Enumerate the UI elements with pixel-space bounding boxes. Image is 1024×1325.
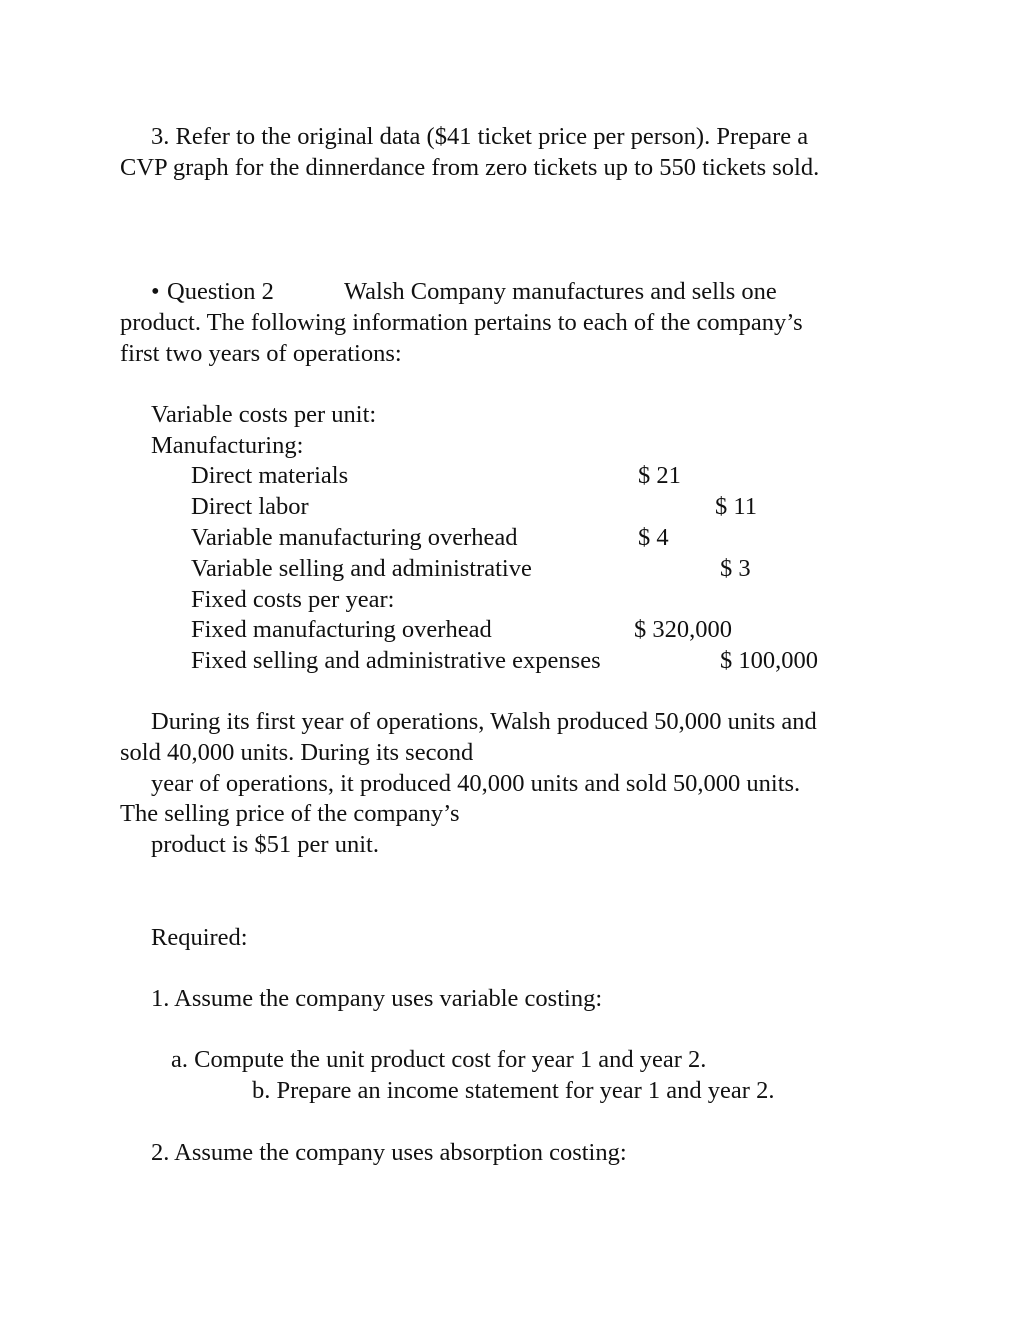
fixed-mfg-overhead-value: $ 320,000: [634, 616, 732, 643]
fixed-sga-value: $ 100,000: [720, 647, 818, 674]
paragraph3-line2: CVP graph for the dinnerdance from zero tickets up to 550 tickets sold.: [120, 154, 820, 181]
paragraph3-line1: 3. Refer to the original data ($41 ticket price per person). Prepare a: [151, 123, 809, 150]
direct-labor-label: Direct labor: [191, 493, 309, 520]
required-item1: 1. Assume the company uses variable costing:: [151, 985, 603, 1012]
question2-intro-first: Walsh Company manufactures and sells one: [344, 278, 777, 305]
operations-line1: During its first year of operations, Walsh produced 50,000 units and: [151, 708, 817, 735]
variable-sga-label: Variable selling and administrative: [191, 555, 532, 582]
direct-labor-value: $ 11: [715, 493, 757, 520]
question2-label: Question 2: [167, 278, 274, 305]
operations-line4: The selling price of the company’s: [120, 800, 460, 827]
variable-costs-heading: Variable costs per unit:: [151, 401, 377, 428]
direct-materials-value: $ 21: [638, 462, 681, 489]
required-heading: Required:: [151, 924, 248, 951]
variable-sga-value: $ 3: [720, 555, 751, 582]
operations-line3: year of operations, it produced 40,000 units and sold 50,000 units.: [151, 770, 801, 797]
manufacturing-heading: Manufacturing:: [151, 432, 304, 459]
fixed-costs-heading: Fixed costs per year:: [191, 586, 395, 613]
operations-line5: product is $51 per unit.: [151, 831, 379, 858]
question2-intro-line3: first two years of operations:: [120, 340, 402, 367]
question2-intro-line2: product. The following information pertains to each of the company’s: [120, 309, 803, 336]
fixed-mfg-overhead-label: Fixed manufacturing overhead: [191, 616, 492, 643]
required-item2: 2. Assume the company uses absorption costing:: [151, 1139, 627, 1166]
fixed-sga-label: Fixed selling and administrative expenses: [191, 647, 601, 674]
variable-mfg-overhead-value: $ 4: [638, 524, 669, 551]
required-item1b: b. Prepare an income statement for year 1 and year 2.: [252, 1077, 775, 1104]
required-item1a: a. Compute the unit product cost for year 1 and year 2.: [171, 1046, 707, 1073]
question2-bullet: •: [151, 278, 160, 305]
operations-line2: sold 40,000 units. During its second: [120, 739, 474, 766]
variable-mfg-overhead-label: Variable manufacturing overhead: [191, 524, 518, 551]
direct-materials-label: Direct materials: [191, 462, 349, 489]
